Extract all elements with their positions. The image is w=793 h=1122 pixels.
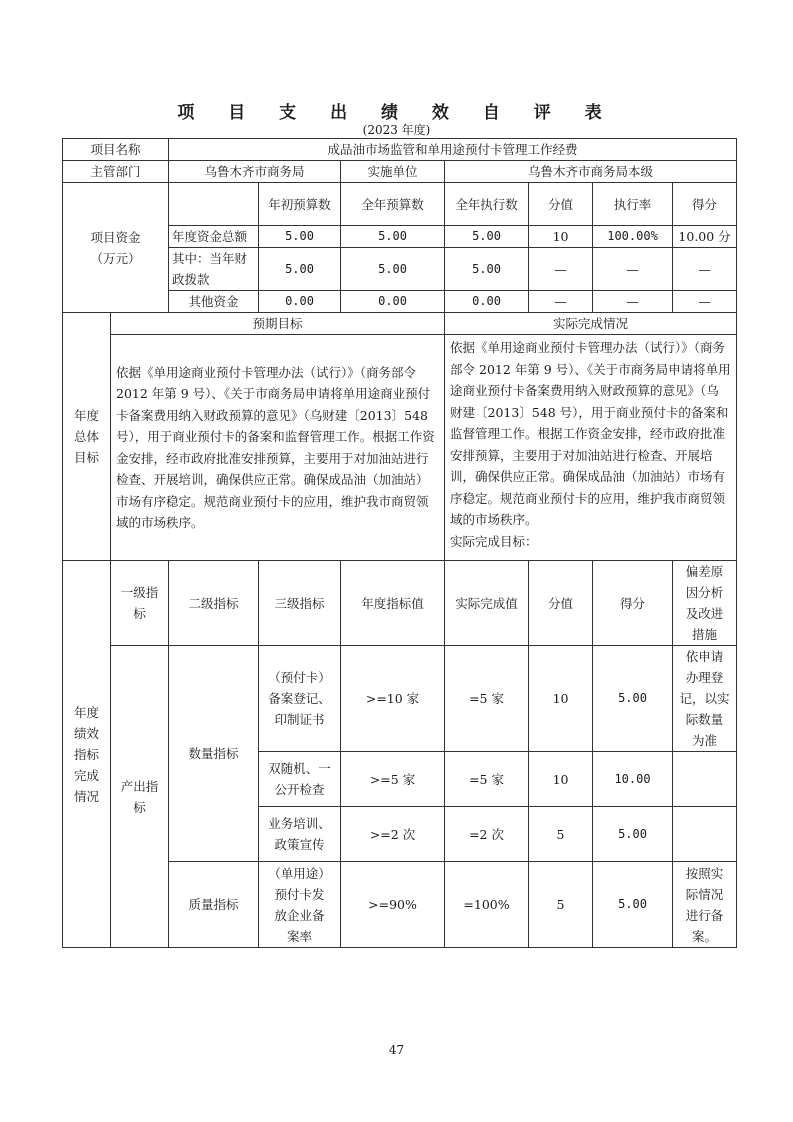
indicator-name: （单用途） 预付卡发 放企业备 案率 [259, 862, 341, 948]
indicator-note [673, 752, 737, 807]
page-number: 47 [388, 1043, 405, 1057]
annual-goals-label: 年度 总体 目标 [63, 313, 111, 561]
indicator-actual: =2 次 [445, 807, 529, 862]
funds-cell: 10.00 分 [673, 226, 737, 248]
indicator-header: 二级指标 [169, 561, 259, 646]
indicator-header: 得分 [593, 561, 673, 646]
indicator-target: >=2 次 [341, 807, 445, 862]
funds-header: 年初预算数 [259, 183, 341, 226]
funds-row-label: 其中：当年财政拨款 [169, 248, 259, 291]
funds-cell: 5.00 [259, 248, 341, 291]
funds-cell: 0.00 [259, 291, 341, 313]
self-evaluation-table [62, 138, 737, 948]
funds-header: 执行率 [593, 183, 673, 226]
level1-indicator: 产出指 标 [111, 646, 169, 948]
indicator-score: 5.00 [593, 807, 673, 862]
indicator-target: >=10 家 [341, 646, 445, 752]
expected-goal-header: 预期目标 [111, 313, 445, 335]
indicator-header: 分值 [529, 561, 593, 646]
indicator-actual: =5 家 [445, 646, 529, 752]
indicator-score-value: 5 [529, 862, 593, 948]
indicator-score: 10.00 [593, 752, 673, 807]
indicator-header: 偏差原 因分析 及改进 措施 [673, 561, 737, 646]
indicator-score: 5.00 [593, 862, 673, 948]
indicator-header: 年度指标值 [341, 561, 445, 646]
funds-cell: 5.00 [341, 248, 445, 291]
dept-label: 主管部门 [63, 161, 169, 183]
indicator-note: 按照实 际情况 进行备 案。 [673, 862, 737, 948]
indicator-actual: =100% [445, 862, 529, 948]
expected-goal-text: 依据《单用途商业预付卡管理办法（试行）》（商务部令 2012 年第 9 号）、《关于市商务局申请将单用途商业预付卡备案费用纳入财政预算的意见》（乌财建〔2013〕548 号），用于商业预付卡的备案和监督管理工作。根据工作资金安排，经市政府批准安排预算，主要用于对加油站进行检查、开展培训，确保供应正常。确保成品油（加油站）市场有序稳定。规范商业预付卡的应用，维护我市商贸领域的市场秩序。 [111, 335, 445, 561]
indicator-target: >=5 家 [341, 752, 445, 807]
quantity-indicator-label: 数量指标 [169, 646, 259, 862]
indicator-header: 三级指标 [259, 561, 341, 646]
funds-cell: 5.00 [445, 248, 529, 291]
funds-cell: — [593, 291, 673, 313]
indicator-name: 业务培训、 政策宣传 [259, 807, 341, 862]
funds-header: 全年预算数 [341, 183, 445, 226]
funds-cell: — [673, 291, 737, 313]
indicator-name: 双随机、一 公开检查 [259, 752, 341, 807]
funds-cell: — [673, 248, 737, 291]
funds-cell: — [529, 291, 593, 313]
indicators-section-label: 年度 绩效 指标 完成 情况 [63, 561, 111, 948]
indicator-header: 实际完成值 [445, 561, 529, 646]
funds-cell: 0.00 [445, 291, 529, 313]
funds-header: 分值 [529, 183, 593, 226]
project-name-label: 项目名称 [63, 139, 169, 161]
funds-header: 得分 [673, 183, 737, 226]
page-title: 项 目 支 出 绩 效 自 评 表 [177, 103, 616, 123]
indicator-note [673, 807, 737, 862]
funds-row-label: 年度资金总额 [169, 226, 259, 248]
funds-cell: — [529, 248, 593, 291]
report-year: (2023 年度) [362, 123, 431, 137]
indicator-score: 5.00 [593, 646, 673, 752]
dept-value: 乌鲁木齐市商务局 [169, 161, 341, 183]
funds-cell: 0.00 [341, 291, 445, 313]
indicator-header: 一级指 标 [111, 561, 169, 646]
funds-cell: 100.00% [593, 226, 673, 248]
indicator-actual: =5 家 [445, 752, 529, 807]
indicator-name: （预付卡） 备案登记、 印制证书 [259, 646, 341, 752]
indicator-score-value: 10 [529, 646, 593, 752]
actual-goal-header: 实际完成情况 [445, 313, 737, 335]
indicator-score-value: 5 [529, 807, 593, 862]
indicator-target: >=90% [341, 862, 445, 948]
funds-cell: 10 [529, 226, 593, 248]
funds-row-label: 其他资金 [169, 291, 259, 313]
impl-unit-label: 实施单位 [341, 161, 445, 183]
project-name-value: 成品油市场监管和单用途预付卡管理工作经费 [169, 139, 737, 161]
funds-header: 全年执行数 [445, 183, 529, 226]
actual-goal-text: 依据《单用途商业预付卡管理办法（试行）》（商务部令 2012 年第 9 号）、《关于市商务局申请将单用途商业预付卡备案费用纳入财政预算的意见》（乌财建〔2013〕548 号），用于商业预付卡的备案和监督管理工作。根据工作资金安排，经市政府批准安排预算，主要用于对加油站进行检查、开展培训，确保供应正常。确保成品油（加油站）市场有序稳定。规范商业预付卡的应用，维护我市商贸领域的市场秩序。 实际完成目标： [445, 335, 737, 561]
funds-cell: — [593, 248, 673, 291]
quality-indicator-label: 质量指标 [169, 862, 259, 948]
funds-label: 项目资金 （万元） [63, 183, 169, 313]
impl-unit-value: 乌鲁木齐市商务局本级 [445, 161, 737, 183]
indicator-note: 依申请 办理登 记，以实 际数量 为准 [673, 646, 737, 752]
funds-cell: 5.00 [259, 226, 341, 248]
funds-cell: 5.00 [341, 226, 445, 248]
indicator-score-value: 10 [529, 752, 593, 807]
funds-header-corner [169, 183, 259, 226]
funds-cell: 5.00 [445, 226, 529, 248]
